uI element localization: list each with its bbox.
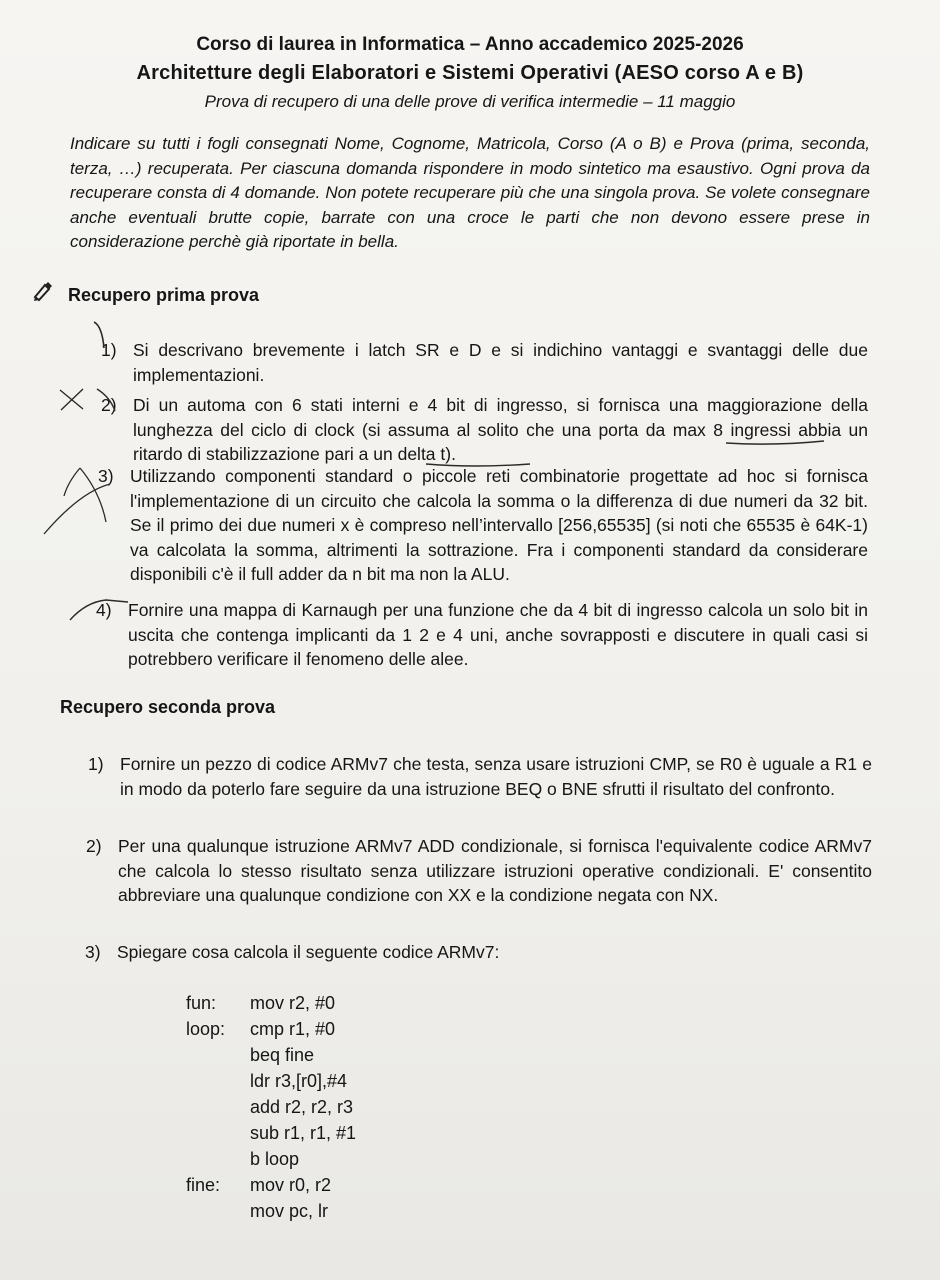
code-line	[186, 1016, 356, 1042]
code-instruction: mov pc, lr	[250, 1201, 329, 1221]
question-text: Di un automa con 6 stati interni e 4 bit di ingresso, si fornisca una maggiorazione della lunghezza del ciclo di clock (si assuma al solito che una porta da max 8 ingressi abbia un ritardo di stabilizzazione pari a un delta t).	[133, 395, 868, 464]
course-title: Corso di laurea in Informatica – Anno accademico 2025-2026	[196, 34, 744, 55]
code-label	[186, 1042, 250, 1068]
question-number: 1)	[88, 754, 104, 774]
code-label	[186, 1198, 250, 1224]
handwritten-strike-mark	[40, 462, 120, 552]
code-instruction: add r2, r2, r3	[250, 1097, 354, 1117]
code-line	[186, 1120, 356, 1146]
question-text: Spiegare cosa calcola il seguente codice ARMv7:	[117, 942, 500, 962]
code-instruction: b loop	[250, 1149, 300, 1169]
code-label: loop:	[186, 1019, 226, 1039]
code-line	[186, 1094, 356, 1120]
question-1-2	[101, 393, 868, 467]
question-number: 4)	[96, 600, 112, 620]
exam-title: Architetture degli Elaboratori e Sistemi Operativi (AESO corso A e B)	[136, 62, 804, 84]
instructions-paragraph: Indicare su tutti i fogli consegnati Nome, Cognome, Matricola, Corso (A o B) e Prova (prima, seconda, terza, …) recuperata. Per ciascuna domanda rispondere in modo sintetico ma esaustivo. Ogni prova da recuperare consta di 4 domande. Non potete recuperare più che una singola prova. Se volete consegnare anche eventuali brutte copie, barrate con una croce le parti che non devono essere prese in considerazione perchè già riportate in bella.	[70, 134, 870, 251]
question-number: 1)	[101, 340, 117, 360]
handwritten-underline	[724, 437, 828, 447]
exam-subtitle: Prova di recupero di una delle prove di verifica intermedie – 11 maggio	[204, 92, 736, 111]
question-2-2	[86, 834, 872, 908]
code-line	[186, 1172, 356, 1198]
code-line	[186, 1198, 356, 1224]
code-label	[186, 1120, 250, 1146]
section-title-second: Recupero seconda prova	[60, 697, 276, 717]
armv7-code-listing	[186, 990, 356, 1224]
code-label: fine:	[186, 1175, 221, 1195]
code-line	[186, 1146, 356, 1172]
question-text: Fornire una mappa di Karnaugh per una funzione che da 4 bit di ingresso calcola un solo bit in uscita che contenga implicanti da 1 2 e 4 uni, anche sovrapposti e discutere in quali casi si potrebbero verificare il fenomeno delle alee.	[128, 600, 868, 669]
code-instruction: mov r2, #0	[250, 993, 336, 1013]
code-instruction: cmp r1, #0	[250, 1019, 336, 1039]
handwritten-check-mark	[90, 318, 120, 358]
question-2-1	[88, 752, 872, 801]
code-line	[186, 990, 356, 1016]
code-instruction: sub r1, r1, #1	[250, 1123, 357, 1143]
handwritten-cross-mark	[55, 385, 125, 415]
handwritten-check-mark	[66, 594, 136, 624]
code-label	[186, 1094, 250, 1120]
section-title-first: Recupero prima prova	[68, 285, 260, 305]
code-label: fun:	[186, 993, 217, 1013]
question-number: 3)	[85, 942, 101, 962]
question-number: 2)	[86, 836, 102, 856]
question-1-1	[101, 338, 868, 387]
code-instruction: ldr r3,[r0],#4	[250, 1071, 348, 1091]
code-instruction: mov r0, r2	[250, 1175, 332, 1195]
code-instruction: beq fine	[250, 1045, 315, 1065]
question-text: Utilizzando componenti standard o piccole reti combinatorie progettate ad hoc si fornisca l'implementazione di un circuito che calcola la somma o la differenza di due numeri da 32 bit. Se il primo dei due numeri x è compreso nell’intervallo [256,65535] (si noti che 65535 è 64K-1) va calcolata la somma, altrimenti la sottrazione. Fra i componenti standard da considerare disponibili c'è il full adder da n bit ma non la ALU.	[130, 466, 868, 584]
question-1-3	[98, 464, 868, 587]
code-line	[186, 1042, 356, 1068]
code-label	[186, 1068, 250, 1094]
question-number: 2)	[101, 395, 117, 415]
question-text: Si descrivano brevemente i latch SR e D e si indichino vantaggi e svantaggi delle due implementazioni.	[133, 340, 868, 385]
question-text: Per una qualunque istruzione ARMv7 ADD condizionale, si fornisca l'equivalente codice ARMv7 che calcola lo stesso risultato senza utilizzare istruzioni operative condizionali. E' consentito abbreviare una qualunque condizione con XX e la condizione negata con NX.	[118, 836, 872, 905]
code-label	[186, 1146, 250, 1172]
handwritten-underline	[424, 459, 534, 469]
pencil-icon	[32, 280, 54, 302]
question-1-4	[96, 598, 868, 672]
question-number: 3)	[98, 466, 114, 486]
question-text: Fornire un pezzo di codice ARMv7 che testa, senza usare istruzioni CMP, se R0 è uguale a R1 e in modo da poterlo fare seguire da una istruzione BEQ o BNE sfrutti il risultato del confronto.	[120, 754, 872, 799]
code-line	[186, 1068, 356, 1094]
question-2-3	[85, 940, 871, 965]
